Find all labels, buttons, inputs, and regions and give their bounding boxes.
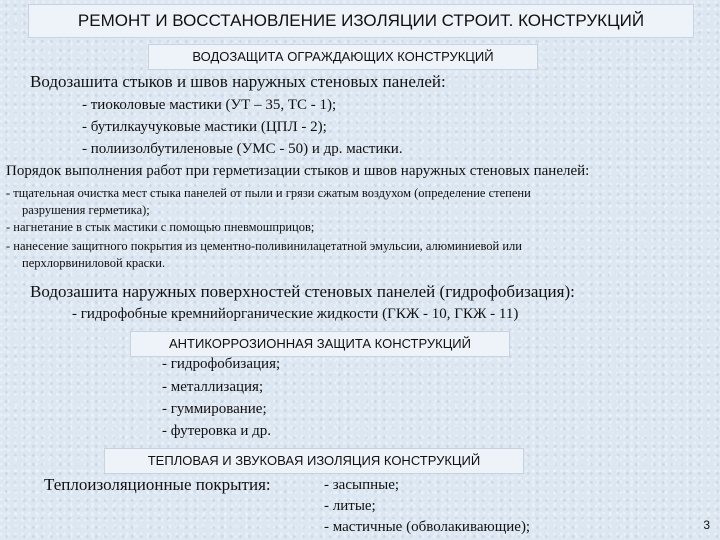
list-item: - бутилкаучуковые мастики (ЦПЛ - 2); <box>82 119 327 135</box>
list-item: - полиизолбутиленовые (УМС - 50) и др. мастики. <box>82 141 403 157</box>
page-number: 3 <box>703 518 710 532</box>
section-heading-insulation: ТЕПЛОВАЯ И ЗВУКОВАЯ ИЗОЛЯЦИЯ КОНСТРУКЦИЙ <box>104 448 524 474</box>
list-item: - мастичные (обволакивающие); <box>324 519 531 535</box>
section-heading-waterproofing: ВОДОЗАЩИТА ОГРАЖДАЮЩИХ КОНСТРУКЦИЙ <box>148 44 538 70</box>
list-item: - гидрофобные кремнийорганические жидкости (ГКЖ - 10, ГКЖ - 11) <box>72 306 519 322</box>
subheading-surfaces: Водозашита наружных поверхностей стеновых панелей (гидрофобизация): <box>30 282 575 301</box>
procedure-item: - тщательная очистка мест стыка панелей от пыли и грязи сжатым воздухом (определение степени <box>6 186 531 200</box>
list-item: - металлизация; <box>162 379 264 395</box>
procedure-item: - нанесение защитного покрытия из цементно-поливинилацетатной эмульсии, алюминиевой или <box>6 239 522 253</box>
procedure-heading: Порядок выполнения работ при герметизации стыков и швов наружных стеновых панелей: <box>6 163 590 179</box>
procedure-item: - нагнетание в стык мастики с помощью пневмошприцов; <box>6 220 315 234</box>
list-item: - футеровка и др. <box>162 423 272 439</box>
list-item: - тиоколовые мастики (УТ – 35, ТС - 1); <box>82 97 337 113</box>
insulation-label: Теплоизоляционные покрытия: <box>44 475 271 494</box>
subheading-joints: Водозашита стыков и швов наружных стеновых панелей: <box>30 72 446 91</box>
list-item: - литые; <box>324 498 376 514</box>
list-item: - гуммирование; <box>162 401 267 417</box>
section-heading-anticorrosion: АНТИКОРРОЗИОННАЯ ЗАЩИТА КОНСТРУКЦИЙ <box>130 331 510 357</box>
procedure-item-cont: перхлорвиниловой краски. <box>22 256 166 270</box>
procedure-item-cont: разрушения герметика); <box>22 203 150 217</box>
list-item: - засыпные; <box>324 477 400 493</box>
slide-title: РЕМОНТ И ВОССТАНОВЛЕНИЕ ИЗОЛЯЦИИ СТРОИТ. КОНСТРУКЦИЙ <box>28 4 694 38</box>
list-item: - гидрофобизация; <box>162 356 281 372</box>
